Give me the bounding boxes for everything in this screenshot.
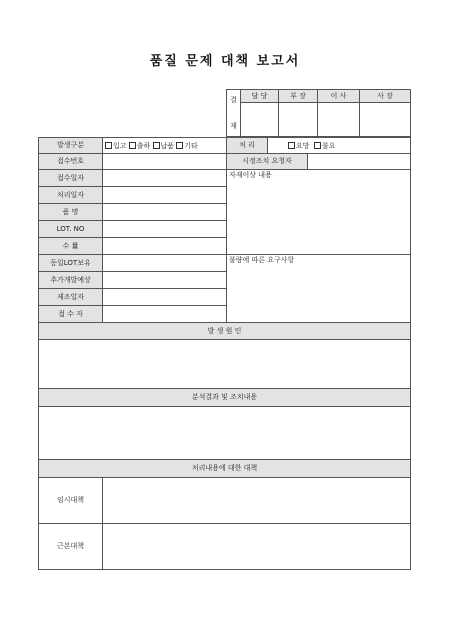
abnormal-content-field[interactable]: 자재이상 내용 [227, 170, 411, 255]
approval-sign-staff[interactable] [241, 103, 279, 137]
report-form [38, 137, 411, 570]
approval-role-staff: 담 당 [241, 90, 279, 103]
receipt-date-field[interactable] [103, 170, 227, 187]
label-fundamental: 근본대책 [39, 524, 103, 570]
process-date-field[interactable] [103, 187, 227, 204]
fundamental-field[interactable] [103, 524, 411, 570]
cause-field[interactable] [39, 340, 411, 389]
approval-label: 결 재 [227, 90, 241, 137]
label-receiver: 접 수 자 [39, 306, 103, 323]
checkbox-icon[interactable] [288, 142, 295, 149]
section-cause: 발 생 원 인 [39, 323, 411, 340]
receiver-field[interactable] [103, 306, 227, 323]
approval-role-manager: 부 장 [279, 90, 318, 103]
occurrence-options[interactable]: 입고 출하 납품 기타 [103, 138, 227, 154]
label-same-lot: 동일LOT보유 [39, 255, 103, 272]
section-countermeasure: 처리내용에 대한 대책 [39, 460, 411, 478]
checkbox-icon[interactable] [153, 142, 160, 149]
label-quantity: 수 量 [39, 238, 103, 255]
label-product-name: 품 명 [39, 204, 103, 221]
analysis-field[interactable] [39, 407, 411, 460]
label-lot-no: LOT. NO [39, 221, 103, 238]
label-process-date: 처리일자 [39, 187, 103, 204]
process-options[interactable]: 요망 불요 [268, 138, 411, 154]
label-temporary: 임시대책 [39, 478, 103, 524]
label-additional-dev: 추가개발예상 [39, 272, 103, 289]
approval-table [226, 89, 411, 137]
checkbox-icon[interactable] [176, 142, 183, 149]
checkbox-icon[interactable] [314, 142, 321, 149]
lot-no-field[interactable] [103, 221, 227, 238]
temporary-field[interactable] [103, 478, 411, 524]
label-occurrence-type: 발생구분 [39, 138, 103, 154]
checkbox-icon[interactable] [129, 142, 136, 149]
approval-sign-manager[interactable] [279, 103, 318, 137]
approval-role-director: 이 사 [318, 90, 360, 103]
same-lot-field[interactable] [103, 255, 227, 272]
corrective-requester-field[interactable] [308, 154, 411, 170]
manufacture-date-field[interactable] [103, 289, 227, 306]
receipt-no-field[interactable] [103, 154, 227, 170]
label-corrective-requester: 시정조치 요청자 [227, 154, 308, 170]
checkbox-icon[interactable] [105, 142, 112, 149]
quantity-field[interactable] [103, 238, 227, 255]
section-analysis: 분석결과 및 조치내용 [39, 389, 411, 407]
label-receipt-no: 접수번호 [39, 154, 103, 170]
approval-sign-director[interactable] [318, 103, 360, 137]
product-name-field[interactable] [103, 204, 227, 221]
label-process: 처 리 [227, 138, 268, 154]
approval-role-president: 사 장 [360, 90, 411, 103]
requirement-field[interactable]: 불량에 따른 요구사항 [227, 255, 411, 323]
label-manufacture-date: 제조일자 [39, 289, 103, 306]
page-title: 품질 문제 대책 보고서 [149, 54, 301, 69]
additional-dev-field[interactable] [103, 272, 227, 289]
label-receipt-date: 접수일자 [39, 170, 103, 187]
approval-sign-president[interactable] [360, 103, 411, 137]
